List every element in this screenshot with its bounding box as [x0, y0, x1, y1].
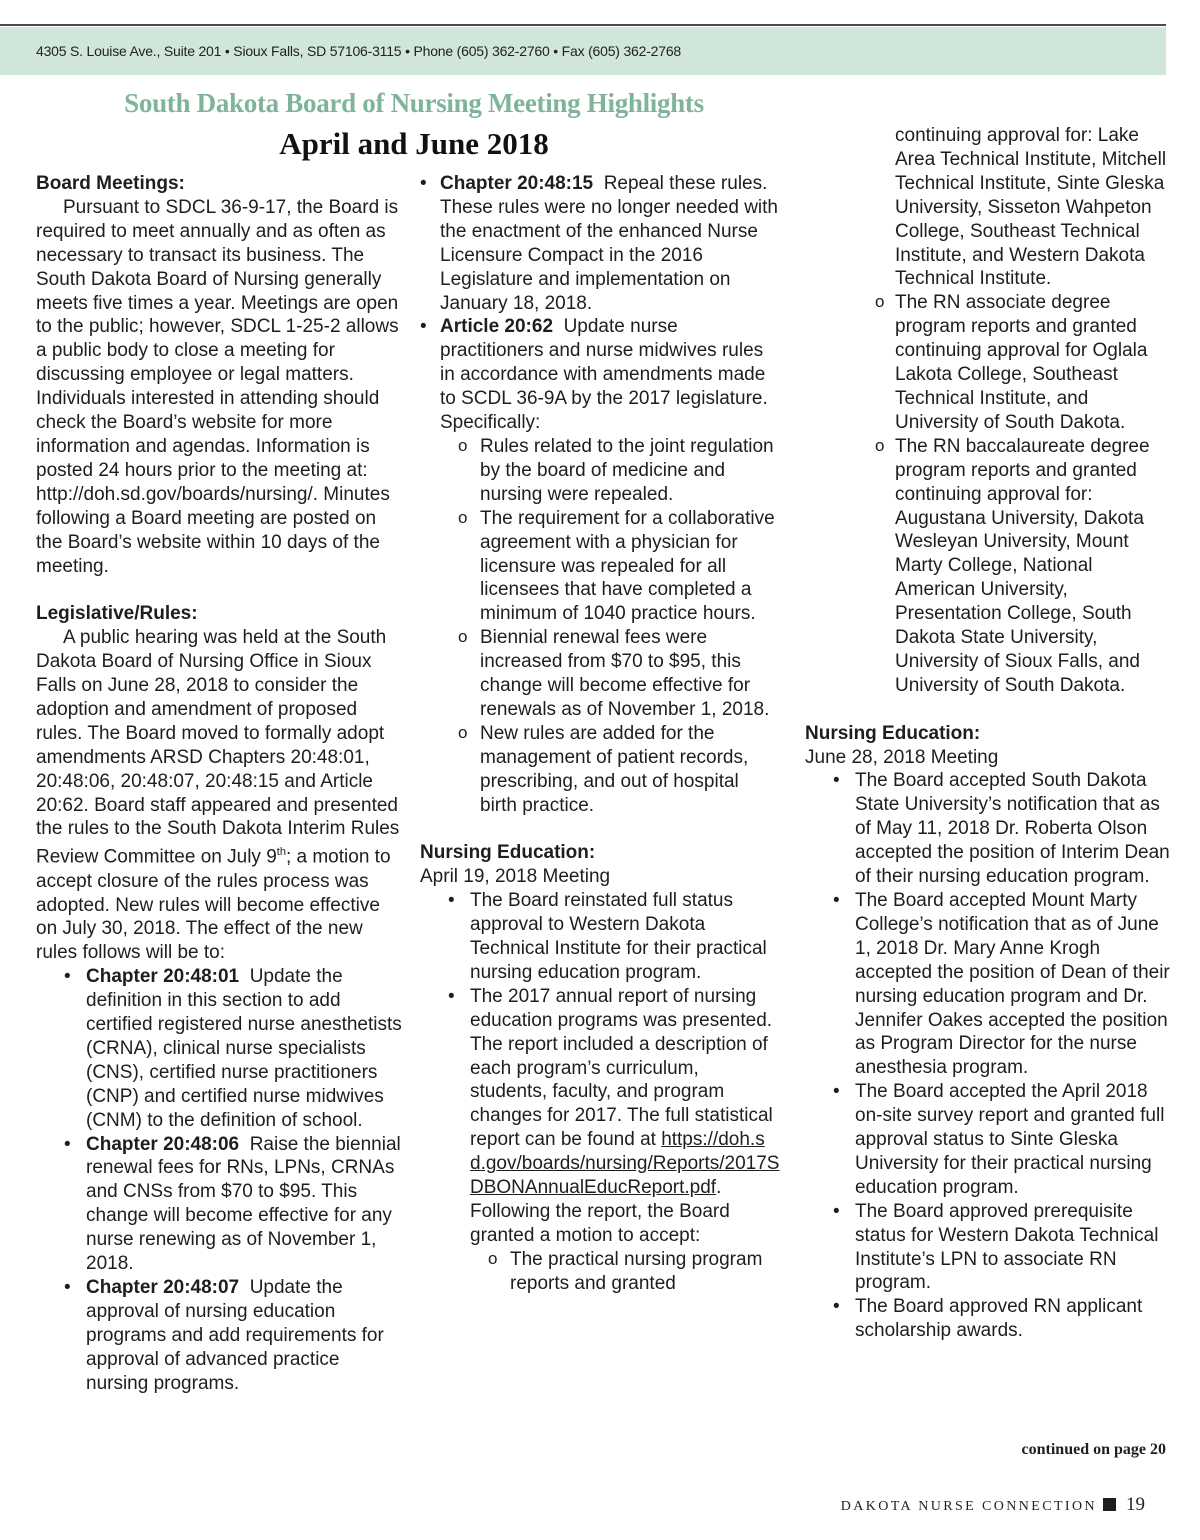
page-number: 19 — [1126, 1494, 1145, 1515]
column-2 — [420, 172, 780, 1296]
list-item: • The Board accepted South Dakota State University’s notification that as of May 11, 2018 Dr. Roberta Olson accepted the position of Interim Dean of their nursing education program. — [805, 769, 1175, 889]
list-item: • Chapter 20:48:01 Update the definition in this section to add certified registered nurse anesthetists (CRNA), clinical nurse specialists (CNS), certified nurse practitioners (CNP) and certified nurse midwives (CNM) to the definition of school. — [36, 965, 404, 1132]
education-june-heading: Nursing Education: — [805, 722, 981, 744]
sub-list-item: o The RN associate degree program reports and granted continuing approval for Oglala Lakota College, Southeast Technical Institute, and University of South Dakota. — [805, 291, 1175, 434]
annual-report-link[interactable]: https://doh.sd.gov/boards/nursing/Reports/2017SDBONAnnualEducReport.pdf — [470, 1129, 780, 1199]
list-item: • The Board approved RN applicant scholarship awards. — [805, 1295, 1175, 1343]
rules-list — [36, 965, 404, 1395]
education-april-list — [420, 889, 780, 1295]
rules-list-continued — [390, 172, 780, 817]
list-item: • Chapter 20:48:15 Repeal these rules. These rules were no longer needed with the enactment of the enhanced Nurse Licensure Compact in the 2016 Legislature and implementation on January 18, 2018. — [390, 172, 780, 315]
list-item: • The Board accepted the April 2018 on-site survey report and granted full approval status to Sinte Gleska University for their practical nursing education program. — [805, 1080, 1175, 1200]
address-bar: 4305 S. Louise Ave., Suite 201 • Sioux Falls, SD 57106-3115 • Phone (605) 362-2760 • Fax (605) 362-2768 — [0, 27, 1166, 75]
sub-list-item: o Biennial renewal fees were increased from $70 to $95, this change will become effective for renewals as of November 1, 2018. — [440, 626, 780, 722]
article-sublist — [440, 435, 780, 818]
legislative-heading: Legislative/Rules: — [36, 603, 198, 625]
publication-name: DAKOTA NURSE CONNECTION — [840, 1499, 1097, 1514]
sub-list-item: o The practical nursing program reports and granted — [470, 1248, 780, 1296]
education-april-sublist — [470, 1248, 780, 1296]
sub-list-item: o The requirement for a collaborative agreement with a physician for licensure was repealed for all licensees that have completed a minimum of 1040 practice hours. — [440, 507, 780, 627]
education-june-list — [805, 769, 1175, 1343]
education-april-meeting: April 19, 2018 Meeting — [420, 866, 611, 888]
square-bullet-icon — [1103, 1498, 1116, 1511]
page-subtitle: April and June 2018 — [279, 126, 549, 161]
continued-note: continued on page 20 — [1021, 1441, 1166, 1458]
list-item: • The 2017 annual report of nursing education programs was presented. The report included a description of each program’s curriculum, students, faculty, and program changes for 2017. The full statistical report can be found at https://doh.sd.gov/boards/nursing/Reports/2017SDBONAnnualEducReport.pdf. Following the report, the Board granted a motion to accept: o The practical nursing program reports and granted — [420, 985, 780, 1296]
page-footer — [841, 1492, 1145, 1518]
education-june-meeting: June 28, 2018 Meeting — [805, 746, 999, 768]
list-item: • The Board approved prerequisite status for Western Dakota Technical Institute’s LPN to associate RN program. — [805, 1200, 1175, 1296]
list-item: • Article 20:62 Update nurse practitioners and nurse midwives rules in accordance with amendments made to SCDL 36-9A by the 2017 legislature. Specifically: o Rules related to the joint regulation by the board of medicine and nursing were repealed. o The requirement for a collaborative agreement with a physician for licensure was repealed for all licensees that have completed a minimum of 1040 practice hours. o Biennial renewal fees were increased from $70 to $95, this change will become effective for renewals as of November 1, 2018. o New rules are added for the management of patient records, prescribing, and out of hospital birth practice. — [390, 315, 780, 817]
list-item: • Chapter 20:48:06 Raise the biennial renewal fees for RNs, LPNs, CRNAs and CNSs from $70 to $95. This change will become effective for any nurse renewing as of November 1, 2018. — [36, 1133, 404, 1276]
top-rule — [0, 24, 1166, 26]
board-meetings-heading: Board Meetings: — [36, 173, 185, 194]
sub-list-item: o Rules related to the joint regulation by the board of medicine and nursing were repealed. — [440, 435, 780, 507]
board-meetings-paragraph: Pursuant to SDCL 36-9-17, the Board is required to meet annually and as often as necessary to transact its business. The South Dakota Board of Nursing generally meets five times a year. Meetings are open to the public; however, SDCL 1-25-2 allows a public body to close a meeting for discussing employee or legal matters. Individuals interested in attending should check the Board’s website for more information and agendas. Information is posted 24 hours prior to the meeting at: http://doh.sd.gov/boards/nursing/. Minutes following a Board meeting are posted on the Board’s website within 10 days of the meeting. — [36, 196, 399, 577]
sub-list-item: o The RN baccalaureate degree program reports and granted continuing approval for: Augustana University, Dakota Wesleyan University, Mount Marty College, National American University, Presentation College, South Dakota State University, University of Sioux Falls, and University of South Dakota. — [805, 435, 1175, 698]
continued-sub-item: continuing approval for: Lake Area Technical Institute, Mitchell Technical Institute, Sinte Gleska University, Sisseton Wahpeton College, Southeast Technical Institute, and Western Dakota Technical Institute. — [895, 125, 1167, 290]
page-title: South Dakota Board of Nursing Meeting Highlights — [124, 88, 704, 118]
legislative-paragraph: A public hearing was held at the South Dakota Board of Nursing Office in Sioux Falls on June 28, 2018 to consider the adoption and amendment of proposed rules. The Board moved to formally adopt amendments ARSD Chapters 20:48:01, 20:48:06, 20:48:07, 20:48:15 and Article 20:62. Board staff appeared and presented the rules to the South Dakota Interim Rules Review Committee on July 9th; a motion to accept closure of the rules process was adopted. New rules will become effective on July 30, 2018. The effect of the new rules follows will be to: — [36, 627, 400, 964]
list-item: • Chapter 20:48:07 Update the approval of nursing education programs and add requirements for approval of advanced practice nursing programs. — [36, 1276, 404, 1396]
list-item: • The Board accepted Mount Marty College’s notification that as of June 1, 2018 Dr. Mary Anne Krogh accepted the position of Dean of their nursing education program and Dr. Jennifer Oakes accepted the position as Program Director for the nurse anesthesia program. — [805, 889, 1175, 1080]
list-item: • The Board reinstated full status approval to Western Dakota Technical Institute for their practical nursing education program. — [420, 889, 780, 985]
column-1 — [36, 172, 404, 1396]
sub-list-item: o New rules are added for the management of patient records, prescribing, and out of hospital birth practice. — [440, 722, 780, 818]
education-april-sublist-continued — [805, 291, 1175, 697]
education-april-heading: Nursing Education: — [420, 842, 596, 864]
column-3 — [805, 124, 1175, 1343]
